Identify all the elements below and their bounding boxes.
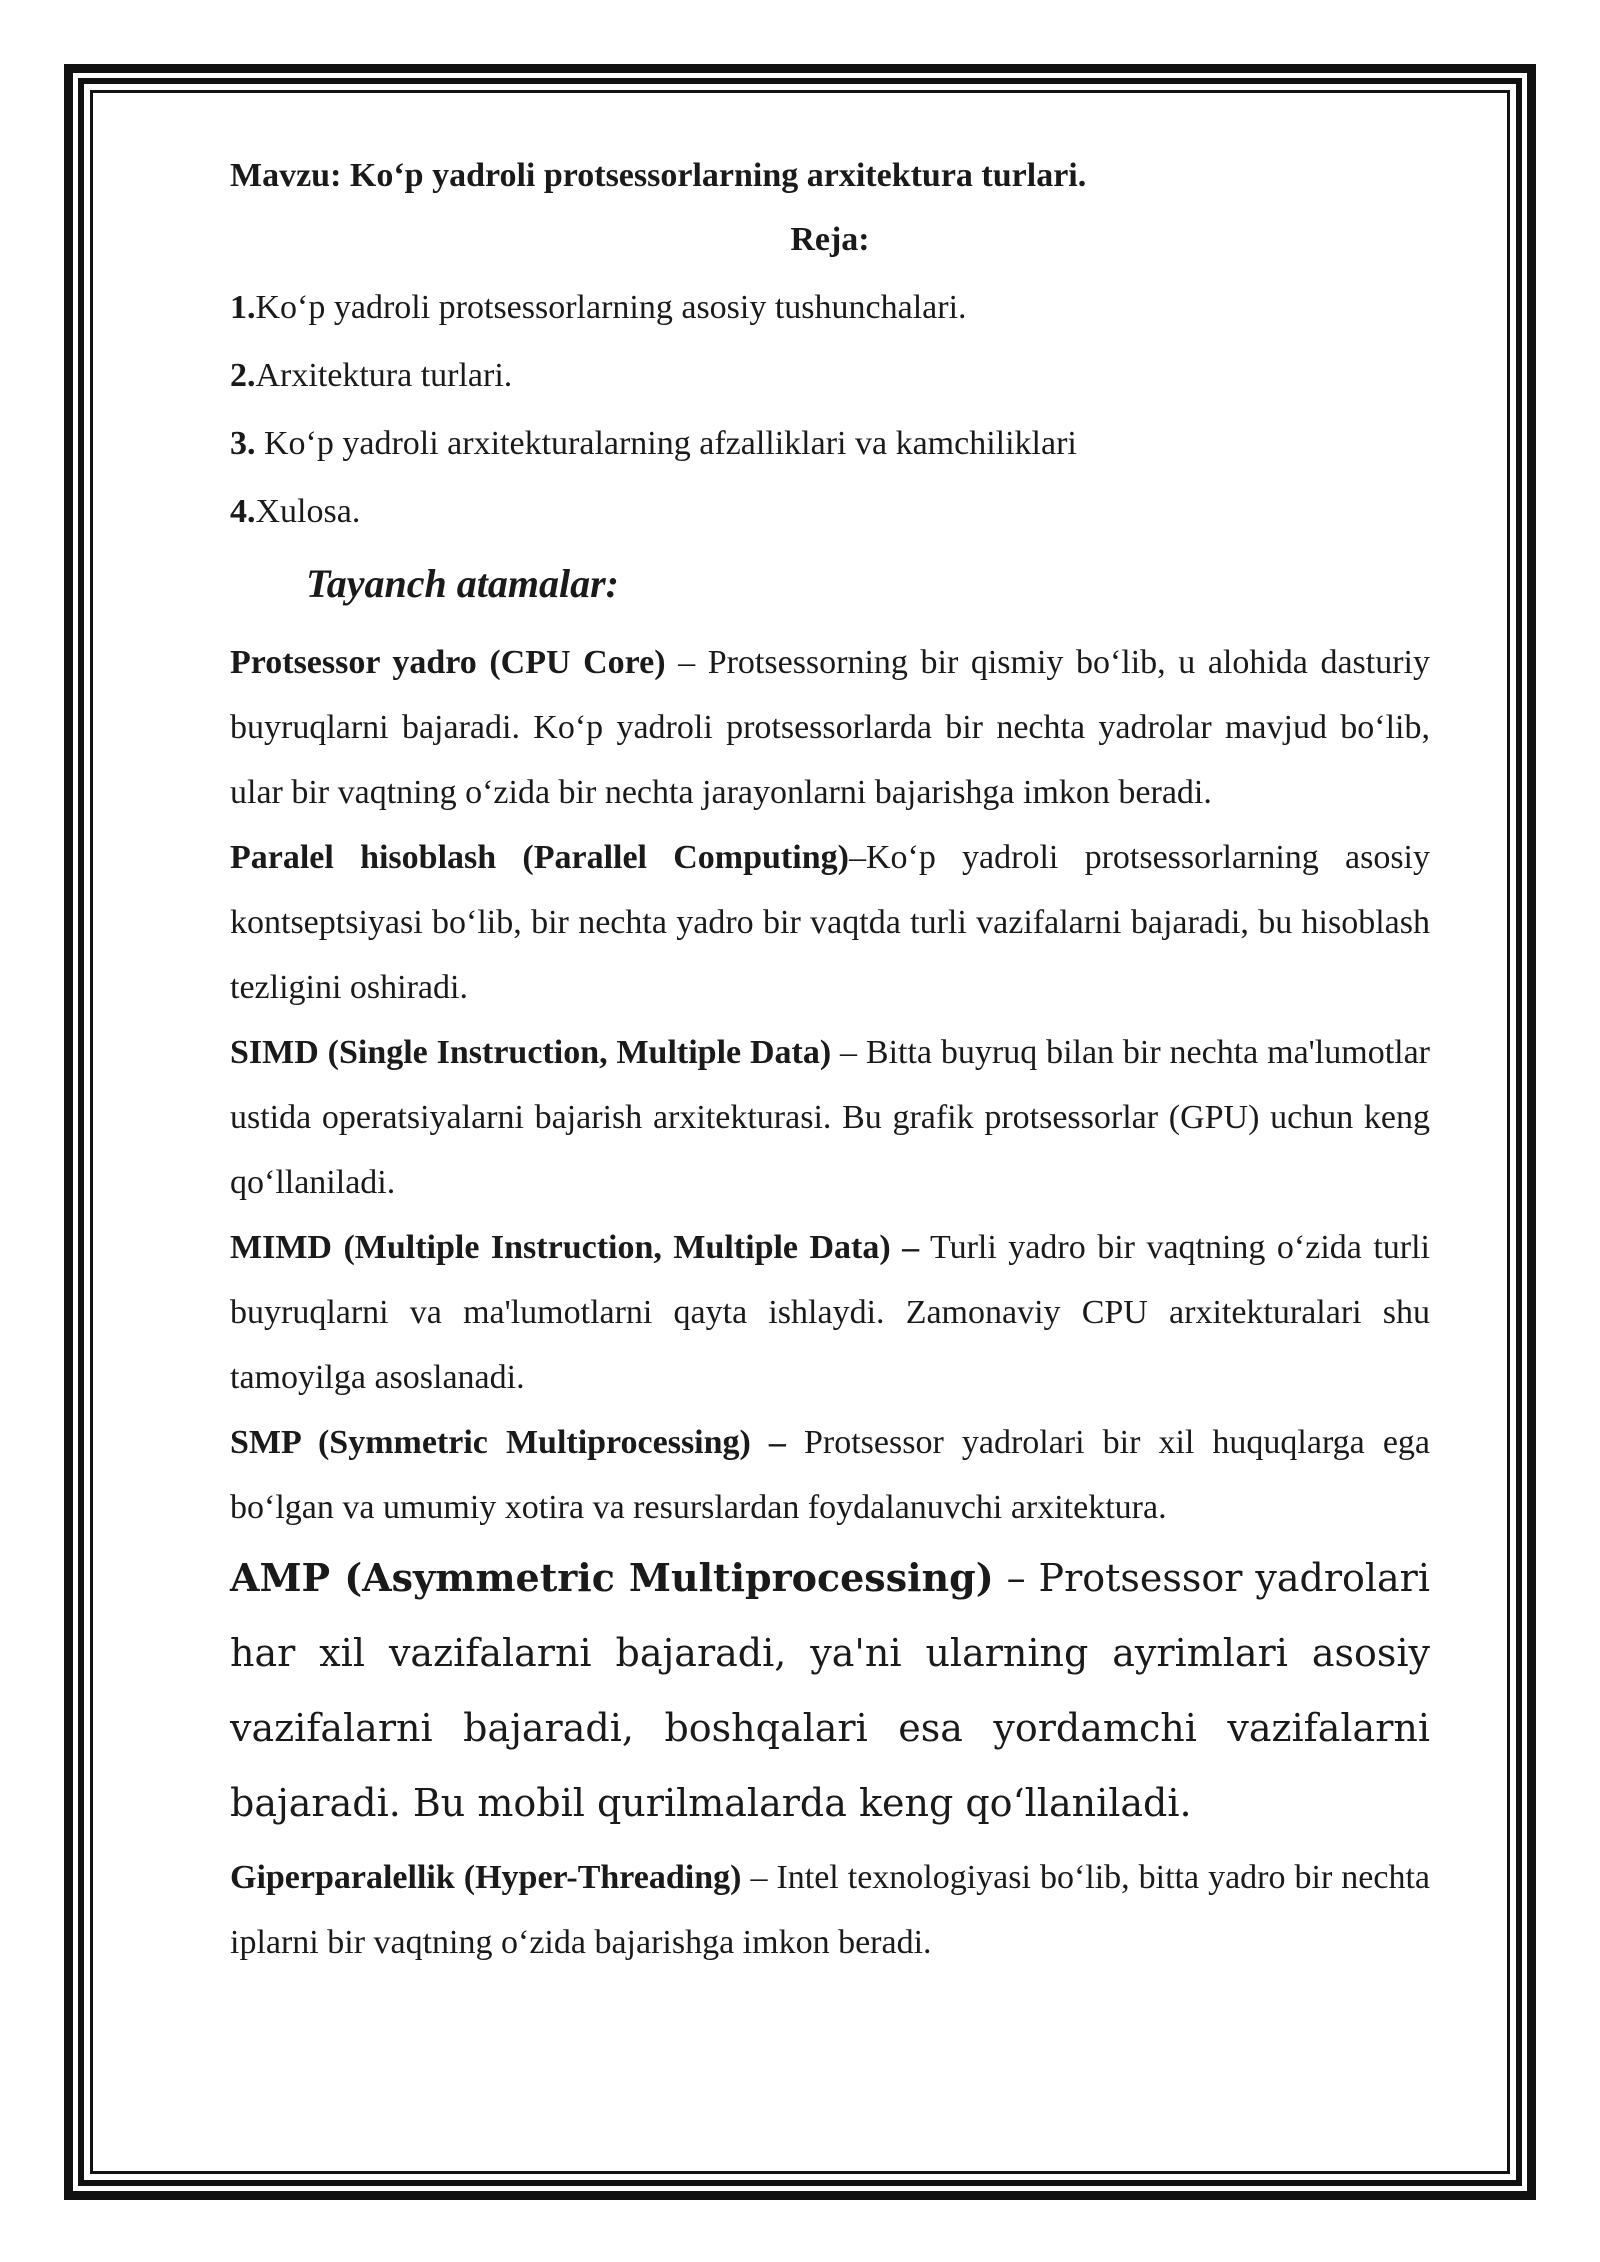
terms-heading: Tayanch atamalar: (306, 561, 619, 606)
term-name: Giperparalellik (Hyper-Threading) (230, 1859, 742, 1896)
term-definition (230, 1410, 1430, 1540)
document-body (230, 150, 1430, 1975)
term-name: SIMD (Single Instruction, Multiple Data) (230, 1034, 832, 1071)
plan-item (230, 486, 1430, 538)
term-text: – Protsessor yadrolari har xil vazifalarni bajaradi, ya'ni ularning ayrimlari asosiy vazifalarni bajaradi, boshqalari esa yordamchi vazifalarni bajaradi. Bu mobil qurilmalarda keng qo‘llaniladi. (230, 1556, 1430, 1825)
term-text: – Bitta buyruq bilan bir nechta ma'lumotlar ustida operatsiyalarni bajarish arxitekturasi. Bu grafik protsessorlar (GPU) uchun keng qo‘llaniladi. (230, 1034, 1430, 1201)
term-name: AMP (Asymmetric Multiprocessing) (230, 1555, 994, 1600)
plan-item-text: Arxitektura turlari. (255, 357, 513, 394)
term-definition (230, 1845, 1430, 1975)
term-name: Paralel hisoblash (Parallel Computing) (230, 839, 849, 876)
plan-item-number: 4. (230, 493, 256, 530)
term-name: MIMD (Multiple Instruction, Multiple Data) – (230, 1229, 920, 1266)
term-definition (230, 1020, 1430, 1215)
term-text: Turli yadro bir vaqtning o‘zida turli buyruqlarni va ma'lumotlarni qayta ishlaydi. Zamonaviy CPU arxitekturalari shu tamoyilga asoslanadi. (230, 1229, 1430, 1396)
term-definition (230, 630, 1430, 825)
plan-item-text: Xulosa. (255, 493, 361, 530)
term-text: – Intel texnologiyasi bo‘lib, bitta yadro bir nechta iplarni bir vaqtning o‘zida bajarishga imkon beradi. (230, 1859, 1430, 1961)
term-name: Protsessor yadro (CPU Core) (230, 644, 666, 681)
plan-heading: Reja: (790, 221, 870, 258)
document-title: Mavzu: Ko‘p yadroli protsessorlarning arxitektura turlari. (230, 157, 1087, 194)
plan-item-number: 2. (230, 357, 256, 394)
plan-item (230, 282, 1430, 334)
plan-item-number: 3. (230, 425, 256, 462)
plan-item (230, 350, 1430, 402)
plan-item-text: Ko‘p yadroli arxitekturalarning afzalliklari va kamchiliklari (255, 425, 1077, 462)
term-definition (230, 1540, 1430, 1841)
term-definition (230, 825, 1430, 1020)
term-definition (230, 1215, 1430, 1410)
plan-item-number: 1. (230, 289, 256, 326)
term-text: – Protsessorning bir qismiy bo‘lib, u alohida dasturiy buyruqlarni bajaradi. Ko‘p yadroli protsessorlarda bir nechta yadrolar mavjud bo‘lib, ular bir vaqtning o‘zida bir nechta jarayonlarni bajarishga imkon beradi. (230, 644, 1430, 811)
plan-item-text: Ko‘p yadroli protsessorlarning asosiy tushunchalari. (255, 289, 967, 326)
term-text: Protsessor yadrolari bir xil huquqlarga ega bo‘lgan va umumiy xotira va resurslardan foydalanuvchi arxitektura. (230, 1424, 1431, 1526)
term-text: –Ko‘p yadroli protsessorlarning asosiy kontseptsiyasi bo‘lib, bir nechta yadro bir vaqtda turli vazifalarni bajaradi, bu hisoblash tezligini oshiradi. (230, 839, 1430, 1006)
term-name: SMP (Symmetric Multiprocessing) – (230, 1424, 786, 1461)
plan-item (230, 418, 1430, 470)
